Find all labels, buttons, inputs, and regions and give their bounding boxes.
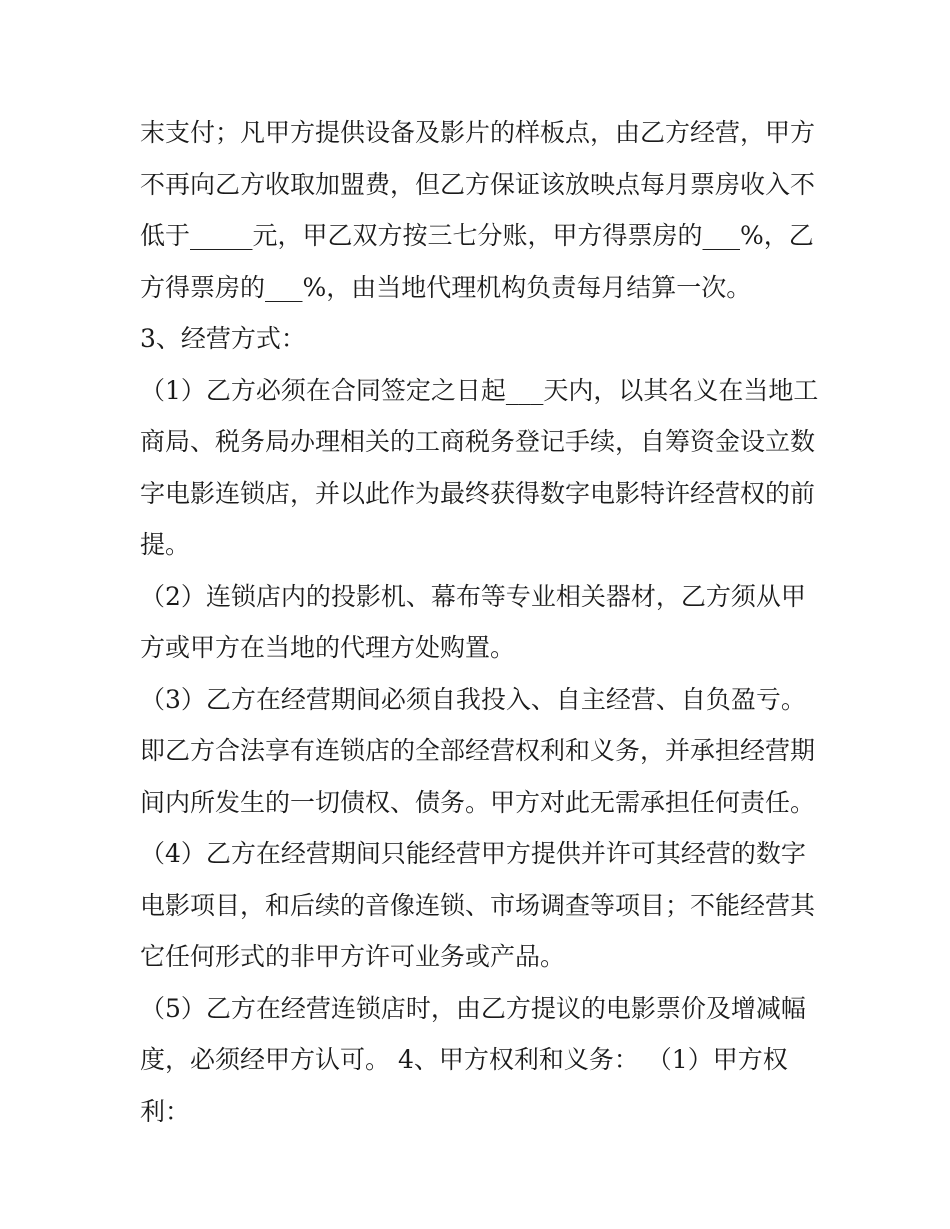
text-line: 它任何形式的非甲方许可业务或产品。 (140, 942, 566, 971)
text-line: 末支付；凡甲方提供设备及影片的样板点，由乙方经营，甲方 (140, 118, 816, 147)
text-line: 方得票房的___%，由当地代理机构负责每月结算一次。 (140, 272, 752, 302)
text-line: （2）连锁店内的投影机、幕布等专业相关器材，乙方须从甲 (140, 581, 806, 611)
text-line: （3）乙方在经营期间必须自我投入、自主经营、自负盈亏。 (140, 684, 806, 714)
text-line: 商局、税务局办理相关的工商税务登记手续，自筹资金设立数 (140, 427, 816, 456)
text-line: （5）乙方在经营连锁店时，由乙方提议的电影票价及增减幅 (140, 993, 806, 1023)
text-line: 利： (140, 1096, 191, 1126)
text-line: 提。 (140, 530, 191, 559)
text-line: 低于_____元，甲乙双方按三七分账，甲方得票房的___%，乙 (140, 221, 814, 250)
text-line: 度，必须经甲方认可。 4、甲方权利和义务： （1）甲方权 (140, 1045, 788, 1074)
text-line: 不再向乙方收取加盟费，但乙方保证该放映点每月票房收入不 (140, 169, 816, 199)
text-line: 方或甲方在当地的代理方处购置。 (140, 633, 516, 662)
text-line: 即乙方合法享有连锁店的全部经营权利和义务，并承担经营期 (140, 736, 816, 765)
text-line: 字电影连锁店，并以此作为最终获得数字电影特许经营权的前 (140, 478, 816, 508)
text-line: （1）乙方必须在合同签定之日起___天内，以其名义在当地工 (140, 375, 819, 405)
text-line: （4）乙方在经营期间只能经营甲方提供并许可其经营的数字 (140, 839, 806, 868)
text-line: 间内所发生的一切债权、债务。甲方对此无需承担任何责任。 (140, 787, 816, 817)
document-body (140, 107, 820, 1137)
text-line: 电影项目，和后续的音像连锁、市场调查等项目；不能经营其 (140, 890, 816, 920)
section-heading: 3、经营方式： (140, 324, 306, 353)
